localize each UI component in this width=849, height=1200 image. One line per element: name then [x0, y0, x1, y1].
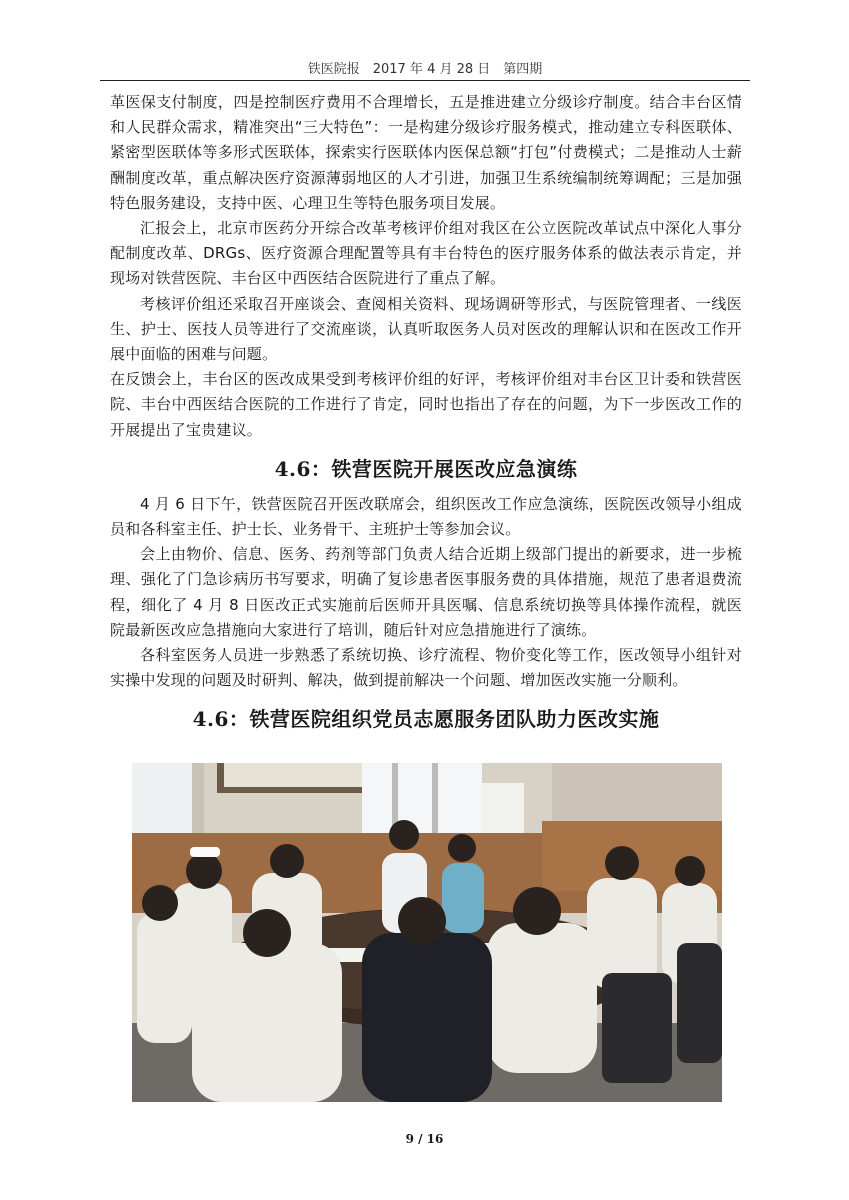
intro-paragraph-1: 革医保支付制度，四是控制医疗费用不合理增长，五是推进建立分级诊疗制度。结合丰台区情和人民群众需求，精准突出“三大特色”：一是构建分级诊疗服务模式，推动建立专科医联体、紧密型医联体等多形式医联体，探索实行医联体内医保总额“打包”付费模式；二是推动人士薪酬制度改革，重点解决医疗资源薄弱地区的人才引进，加强卫生系统编制统筹调配；三是加强特色服务建设，支持中医、心理卫生等特色服务项目发展。	[110, 93, 742, 212]
intro-paragraph-2: 汇报会上，北京市医药分开综合改革考核评价组对我区在公立医院改革试点中深化人事分配制度改革、DRGs、医疗资源合理配置等具有丰台特色的医疗服务体系的做法表示肯定，并现场对铁营医院、丰台区中西医结合医院进行了重点了解。	[110, 219, 742, 288]
intro-paragraph-4: 在反馈会上，丰台区的医改成果受到考核评价组的好评，考核评价组对丰台区卫计委和铁营医院、丰台中西医结合医院的工作进行了肯定，同时也指出了存在的问题，为下一步医改工作的开展提出了宝贵建议。	[110, 370, 742, 439]
section-1-title: 4.6：铁营医院开展医改应急演练	[274, 456, 578, 481]
header-divider	[100, 80, 750, 81]
section-1-paragraph-3: 各科室医务人员进一步熟悉了系统切换、诊疗流程、物价变化等工作，医改领导小组针对实操中发现的问题及时研判、解决，做到提前解决一个问题、增加医改实施一分顺利。	[110, 646, 742, 690]
section-2-title: 4.6：铁营医院组织党员志愿服务团队助力医改实施	[192, 707, 660, 732]
article-body	[110, 90, 742, 742]
page-number: 9 / 16	[405, 1132, 444, 1146]
intro-paragraph-3: 考核评价组还采取召开座谈会、查阅相关资料、现场调研等形式，与医院管理者、一线医生、护士、医技人员等进行了交流座谈，认真听取医务人员对医改的理解认识和在医改工作开展中面临的困难与问题。	[110, 294, 742, 364]
meeting-photo	[132, 763, 722, 1102]
page-header: 铁医院报 2017 年 4 月 28 日 第四期	[307, 62, 543, 77]
section-1-paragraph-1: 4 月 6 日下午，铁营医院召开医改联席会，组织医改工作应急演练，医院医改领导小组成员和各科室主任、护士长、业务骨干、主班护士等参加会议。	[110, 494, 742, 539]
section-1-paragraph-2: 会上由物价、信息、医务、药剂等部门负责人结合近期上级部门提出的新要求，进一步梳理、强化了门急诊病历书写要求，明确了复诊患者医事服务费的具体措施，规范了患者退费流程，细化了 4 月 8 日医改正式实施前后医师开具医嘱、信息系统切换等具体操作流程，就医院最新医改应急措施向大家进行了培训，随后针对应急措施进行了演练。	[110, 545, 742, 639]
